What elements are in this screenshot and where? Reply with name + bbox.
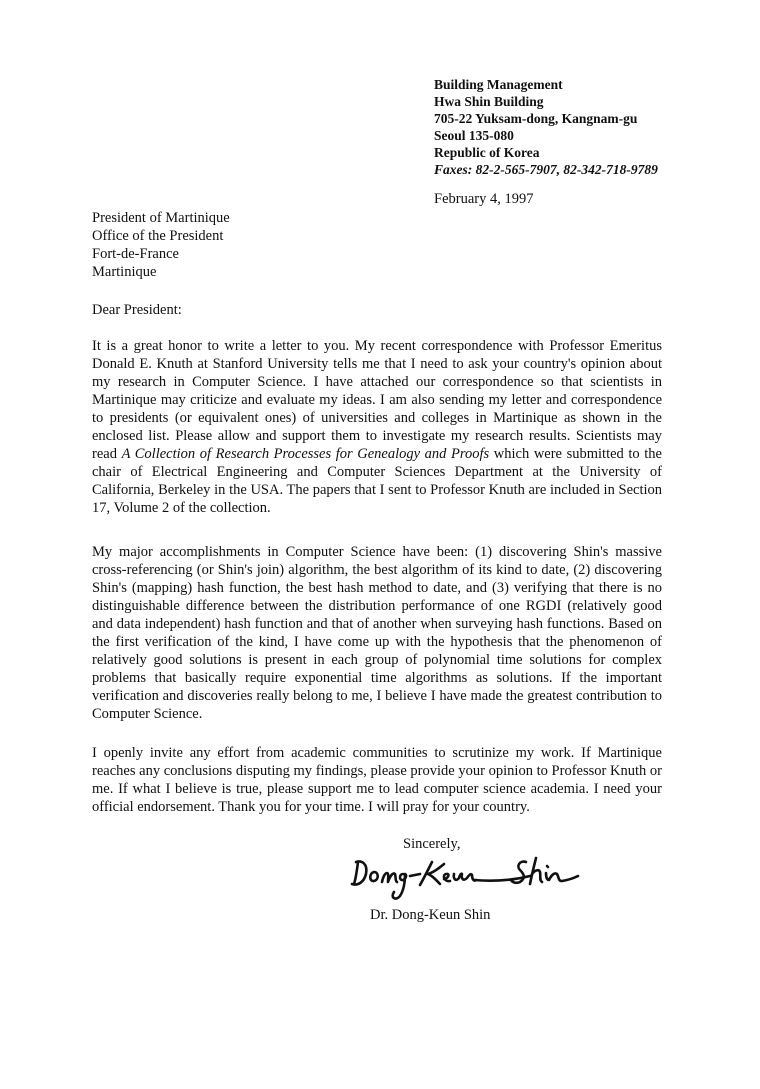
handwritten-signature bbox=[348, 852, 580, 909]
sender-org: Building Management bbox=[434, 77, 563, 92]
recipient-line-2: Office of the President bbox=[92, 228, 224, 244]
letter-date: February 4, 1997 bbox=[434, 191, 534, 207]
salutation: Dear President: bbox=[92, 302, 182, 318]
body-paragraph-3: I openly invite any effort from academic communities to scrutinize my work. If Martinique reaches any conclusions disputing my findings, please provide your opinion to Professor Knuth or me. If what I believe is true, please support me to lead computer science academia. I need your official endorsement. Thank you for your time. I will pray for your country. bbox=[92, 745, 662, 815]
recipient-line-1: President of Martinique bbox=[92, 210, 230, 226]
sender-address-block bbox=[434, 76, 658, 178]
signer-name: Dr. Dong-Keun Shin bbox=[370, 907, 491, 923]
sender-city: Seoul 135-080 bbox=[434, 128, 514, 143]
recipient-address-block bbox=[92, 209, 230, 281]
sender-street: 705-22 Yuksam-dong, Kangnam-gu bbox=[434, 111, 638, 126]
paragraph-1-part-b: which were submitted to the chair of Electrical Engineering and Computer Sciences Department at the University of California, Berkeley in the USA. The papers that I sent to Professor Knuth are included in Section 17, Volume 2 of the collection. bbox=[92, 446, 662, 516]
recipient-line-4: Martinique bbox=[92, 264, 157, 280]
collection-title: A Collection of Research Processes for Genealogy and Proofs bbox=[121, 446, 490, 462]
sender-country: Republic of Korea bbox=[434, 145, 540, 160]
body-paragraph-1 bbox=[92, 337, 662, 517]
sender-building: Hwa Shin Building bbox=[434, 94, 544, 109]
closing: Sincerely, bbox=[403, 836, 461, 852]
signature-graphic bbox=[348, 852, 580, 904]
recipient-line-3: Fort-de-France bbox=[92, 246, 179, 262]
sender-faxes: Faxes: 82-2-565-7907, 82-342-718-9789 bbox=[434, 162, 658, 177]
body-paragraph-2: My major accomplishments in Computer Science have been: (1) discovering Shin's massive cross-referencing (or Shin's join) algorithm, the best algorithm of its kind to date, (2) discovering Shin's (mapping) hash function, the best hash method to date, and (3) verifying that there is no distinguishable difference between the distribution performance of one RGDI (relatively good and data independent) hash function and that of another when surveying hash functions. Based on the first verification of the kind, I have come up with the hypothesis that the phenomenon of relatively good solutions is present in each group of polynomial time solutions for complex problems that basically require exponential time algorithms as solutions. If the important verification and discoveries really belong to me, I believe I have made the greatest contribution to Computer Science. bbox=[92, 544, 662, 722]
paragraph-1-part-a: It is a great honor to write a letter to you. My recent correspondence with Professor Emeritus Donald E. Knuth at Stanford University tells me that I need to ask your country's opinion about my research in Computer Science. I have attached our correspondence so that scientists in Martinique may criticize and evaluate my ideas. I am also sending my letter and correspondence to presidents (or equivalent ones) of universities and colleges in Martinique as shown in the enclosed list. Please allow and support them to investigate my research results. Scientists may read bbox=[92, 338, 662, 462]
